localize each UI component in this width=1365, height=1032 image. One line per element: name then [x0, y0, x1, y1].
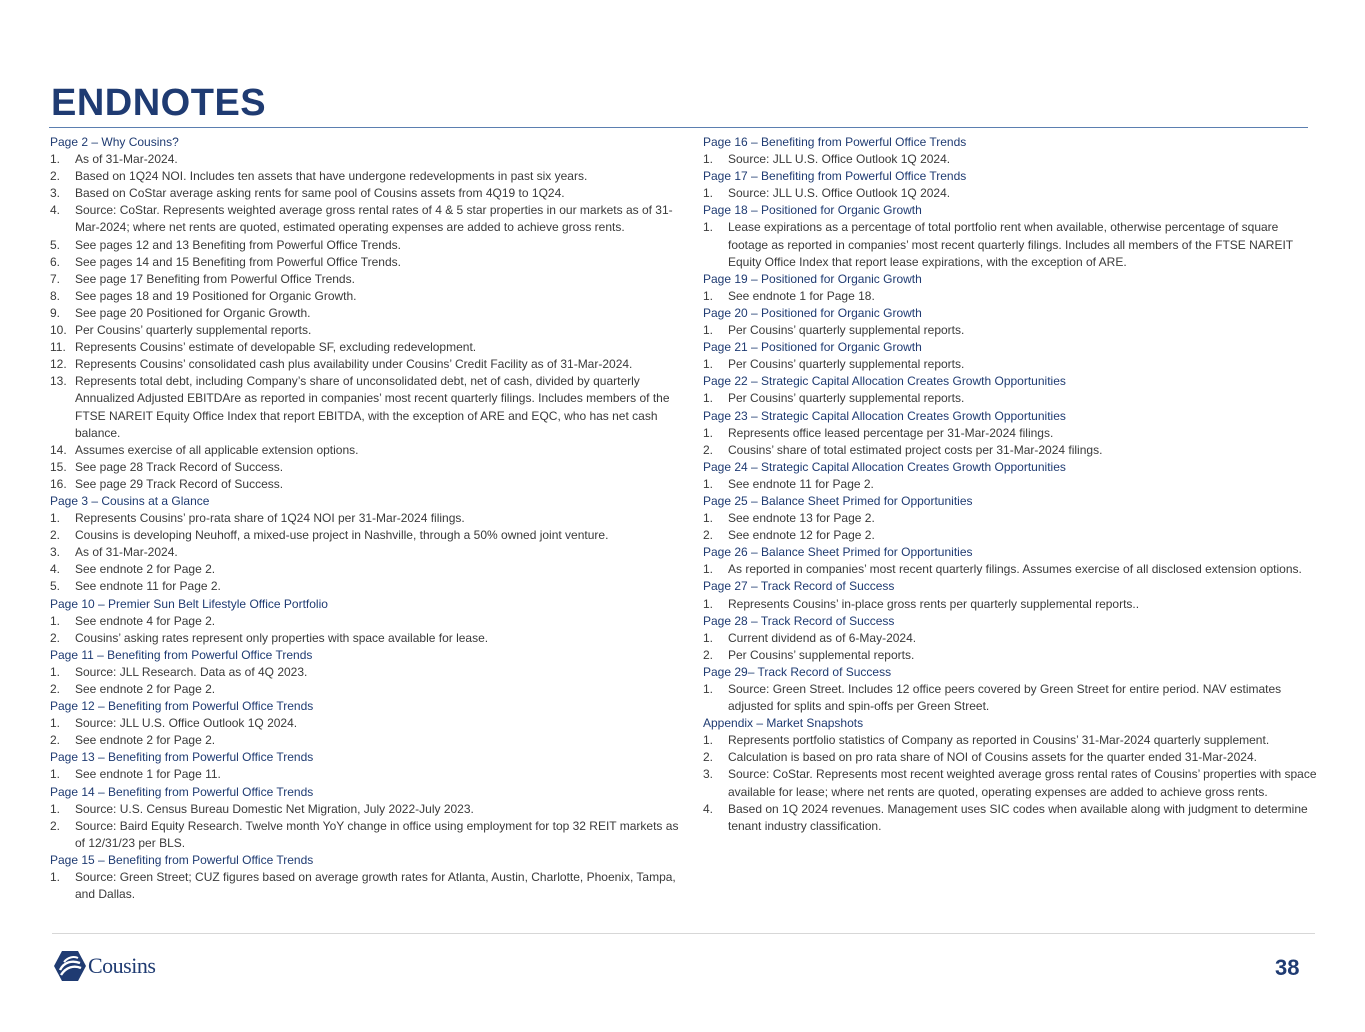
section-heading: Page 19 – Positioned for Organic Growth [703, 271, 922, 286]
endnote-number: 1. [50, 716, 61, 731]
endnote-text: Based on CoStar average asking rents for same pool of Cousins assets from 4Q19 to 1Q24. [75, 186, 565, 201]
endnote-section [703, 578, 1318, 612]
endnote-text: See endnote 4 for Page 2. [75, 613, 216, 628]
endnote-text: Assumes exercise of all applicable extension options. [75, 442, 359, 457]
endnote-number: 4. [50, 203, 61, 218]
cousins-logo-icon [53, 950, 87, 982]
endnote-list [50, 715, 685, 749]
section-heading: Page 29– Track Record of Success [703, 664, 892, 679]
endnote-item [50, 869, 685, 903]
endnote-text: Per Cousins’ quarterly supplemental reports. [75, 323, 312, 338]
endnote-item [50, 459, 685, 476]
endnote-item [703, 322, 1318, 339]
endnote-list [703, 356, 1318, 373]
endnote-number: 1. [703, 733, 714, 748]
endnote-text: As of 31-Mar-2024. [75, 545, 178, 560]
endnote-item [50, 613, 685, 630]
endnote-list [703, 322, 1318, 339]
endnote-number: 10. [50, 323, 67, 338]
endnote-number: 15. [50, 459, 67, 474]
endnote-list [703, 510, 1318, 544]
endnote-item [50, 237, 685, 254]
endnote-text: Represents Cousins’ pro-rata share of 1Q24 NOI per 31-Mar-2024 filings. [75, 511, 465, 526]
endnote-section [703, 544, 1318, 578]
endnote-section [703, 459, 1318, 493]
endnote-text: See endnote 2 for Page 2. [75, 733, 216, 748]
endnote-item [50, 305, 685, 322]
section-heading: Page 11 – Benefiting from Powerful Office Trends [50, 647, 313, 662]
endnote-item [703, 510, 1318, 527]
endnote-number: 1. [50, 870, 61, 885]
endnote-number: 1. [703, 596, 714, 611]
endnote-list [703, 561, 1318, 578]
endnote-number: 1. [703, 152, 714, 167]
endnote-section [703, 493, 1318, 544]
endnote-item [703, 390, 1318, 407]
endnote-item [50, 322, 685, 339]
endnotes-left-column [50, 134, 685, 903]
endnote-number: 2. [703, 647, 714, 662]
endnote-list [50, 801, 685, 852]
endnote-item [703, 219, 1318, 270]
section-heading: Page 16 – Benefiting from Powerful Office Trends [703, 135, 967, 149]
endnote-text: See endnote 11 for Page 2. [728, 476, 874, 491]
endnote-text: See endnote 1 for Page 11. [75, 767, 221, 782]
endnote-list [50, 151, 685, 493]
endnote-item [50, 202, 685, 236]
endnote-item [703, 596, 1318, 613]
endnote-item [50, 288, 685, 305]
endnote-number: 1. [703, 288, 714, 303]
endnote-number: 2. [703, 442, 714, 457]
endnote-text: Source: CoStar. Represents weighted average gross rental rates of 4 & 5 star properties in our markets as of 31-Mar-2024; where net rents are quoted, estimated operating expenses are added to achieve gross rents. [75, 203, 673, 235]
section-heading: Page 12 – Benefiting from Powerful Office Trends [50, 699, 314, 714]
endnote-item [703, 749, 1318, 766]
endnote-text: Current dividend as of 6-May-2024. [728, 630, 917, 645]
section-heading: Page 13 – Benefiting from Powerful Office Trends [50, 750, 314, 765]
endnote-number: 2. [50, 682, 61, 696]
section-heading: Page 15 – Benefiting from Powerful Office Trends [50, 852, 314, 867]
endnote-section [50, 698, 685, 749]
endnote-item [703, 425, 1318, 442]
endnote-text: Cousins’ asking rates represent only properties with space available for lease. [75, 630, 489, 645]
endnote-section [50, 134, 685, 493]
endnote-number: 1. [703, 425, 714, 440]
endnote-number: 5. [50, 579, 61, 594]
endnote-section [703, 373, 1318, 407]
endnote-section [50, 647, 685, 698]
endnote-number: 1. [703, 391, 714, 406]
endnote-list [703, 425, 1318, 459]
endnote-number: 1. [703, 323, 714, 338]
endnote-item [703, 476, 1318, 493]
section-heading: Page 25 – Balance Sheet Primed for Opportunities [703, 493, 973, 508]
endnote-text: See page 28 Track Record of Success. [75, 459, 284, 474]
section-heading: Page 14 – Benefiting from Powerful Office Trends [50, 784, 314, 799]
endnote-list [703, 288, 1318, 305]
endnote-section [50, 493, 685, 596]
endnote-number: 1. [703, 357, 714, 372]
section-heading: Page 23 – Strategic Capital Allocation Creates Growth Opportunities [703, 408, 1066, 423]
endnote-section [703, 271, 1318, 305]
endnote-number: 1. [50, 152, 61, 167]
endnote-text: Source: JLL Research. Data as of 4Q 2023. [75, 664, 308, 679]
endnote-section [50, 784, 685, 852]
endnote-item [703, 766, 1318, 800]
endnote-item [50, 578, 685, 595]
endnote-section [50, 852, 685, 903]
endnote-number: 6. [50, 254, 61, 269]
endnote-text: See page 29 Track Record of Success. [75, 476, 284, 491]
endnote-text: Represents Cousins’ consolidated cash plus availability under Cousins’ Credit Facility as of 31-Mar-2024. [75, 357, 633, 372]
endnote-number: 1. [50, 613, 61, 628]
endnote-number: 2. [50, 630, 61, 645]
endnote-text: Per Cousins’ quarterly supplemental reports. [728, 323, 965, 338]
endnote-text: See endnote 2 for Page 2. [75, 562, 216, 577]
section-heading: Page 24 – Strategic Capital Allocation Creates Growth Opportunities [703, 459, 1066, 474]
endnote-section [703, 715, 1318, 835]
section-heading: Page 2 – Why Cousins? [50, 135, 179, 149]
endnote-item [703, 185, 1318, 202]
endnote-number: 1. [703, 186, 714, 201]
endnote-section [703, 134, 1318, 168]
section-heading: Page 22 – Strategic Capital Allocation Creates Growth Opportunities [703, 374, 1066, 389]
title-divider [49, 127, 1308, 128]
endnote-item [50, 732, 685, 749]
endnote-item [703, 527, 1318, 544]
endnote-text: Per Cousins’ quarterly supplemental reports. [728, 357, 965, 372]
endnote-section [703, 202, 1318, 270]
endnote-number: 8. [50, 288, 61, 303]
section-heading: Appendix – Market Snapshots [703, 716, 864, 731]
endnote-item [50, 818, 685, 852]
endnote-list [703, 681, 1318, 715]
endnote-list [703, 390, 1318, 407]
endnote-list [50, 664, 685, 698]
endnote-number: 5. [50, 237, 61, 252]
endnote-text: Calculation is based on pro rata share of NOI of Cousins assets for the quarter ended 31-Mar-2024. [728, 750, 1257, 765]
endnote-number: 12. [50, 357, 67, 372]
endnote-text: See endnote 11 for Page 2. [75, 579, 221, 594]
endnote-number: 1. [703, 630, 714, 645]
endnote-list [50, 510, 685, 595]
endnote-text: See page 17 Benefiting from Powerful Office Trends. [75, 271, 355, 286]
section-heading: Page 20 – Positioned for Organic Growth [703, 305, 922, 320]
endnote-number: 4. [703, 801, 714, 816]
endnote-text: See pages 14 and 15 Benefiting from Powerful Office Trends. [75, 254, 401, 269]
endnote-number: 2. [50, 733, 61, 748]
endnote-number: 2. [50, 818, 61, 833]
endnote-section [703, 408, 1318, 459]
endnote-number: 2. [703, 750, 714, 765]
endnote-item [50, 766, 685, 783]
endnote-item [50, 356, 685, 373]
endnote-item [703, 561, 1318, 578]
endnote-text: See pages 18 and 19 Positioned for Organic Growth. [75, 288, 357, 303]
endnote-list [703, 596, 1318, 613]
endnote-text: See page 20 Positioned for Organic Growth. [75, 305, 311, 320]
endnote-item [703, 681, 1318, 715]
section-heading: Page 18 – Positioned for Organic Growth [703, 203, 922, 218]
endnote-text: See endnote 13 for Page 2. [728, 511, 875, 526]
endnote-item [703, 647, 1318, 664]
endnote-list [703, 151, 1318, 168]
endnote-item [50, 527, 685, 544]
endnote-number: 1. [703, 562, 714, 577]
endnote-text: Represents total debt, including Company’s share of unconsolidated debt, net of cash, divided by quarterly Annualized Adjusted EBITDAre as reported in companies’ most recent quarterly filings. Includes members of the FTSE NAREIT Equity Office Index that report EBITDA, with the exception of ARE and EQC, who has net cash balance. [75, 374, 670, 440]
endnote-number: 2. [703, 528, 714, 543]
endnote-item [50, 442, 685, 459]
endnote-text: Represents portfolio statistics of Company as reported in Cousins’ 31-Mar-2024 quarterly supplement. [728, 733, 1270, 748]
endnote-number: 13. [50, 374, 67, 389]
endnote-text: Source: Green Street; CUZ figures based on average growth rates for Atlanta, Austin, Charlotte, Phoenix, Tampa, and Dallas. [75, 870, 676, 902]
endnote-number: 4. [50, 562, 61, 577]
endnote-number: 1. [50, 664, 61, 679]
endnote-number: 3. [50, 186, 61, 201]
endnote-item [703, 442, 1318, 459]
endnote-text: Source: CoStar. Represents most recent weighted average gross rental rates of Cousins’ properties with space available for lease; where net rents are quoted, operating expenses are added to achieve gross rents. [728, 767, 1317, 799]
endnote-item [50, 544, 685, 561]
page-title: ENDNOTES [51, 82, 267, 124]
endnote-text: Source: U.S. Census Bureau Domestic Net Migration, July 2022-July 2023. [75, 801, 474, 816]
endnote-item [703, 732, 1318, 749]
section-heading: Page 21 – Positioned for Organic Growth [703, 340, 922, 355]
endnote-text: Source: JLL U.S. Office Outlook 1Q 2024. [75, 716, 298, 731]
endnote-number: 3. [703, 767, 714, 782]
section-heading: Page 26 – Balance Sheet Primed for Opportunities [703, 545, 973, 560]
endnote-text: Per Cousins’ supplemental reports. [728, 647, 915, 662]
endnote-text: Cousins’ share of total estimated project costs per 31-Mar-2024 filings. [728, 442, 1103, 457]
endnote-item [50, 681, 685, 698]
section-heading: Page 10 – Premier Sun Belt Lifestyle Office Portfolio [50, 596, 328, 611]
cousins-logo [53, 950, 155, 982]
endnote-list [50, 766, 685, 783]
endnote-text: See endnote 2 for Page 2. [75, 682, 216, 696]
endnote-number: 16. [50, 476, 67, 491]
endnote-item [50, 168, 685, 185]
section-heading: Page 17 – Benefiting from Powerful Office Trends [703, 169, 967, 184]
endnote-item [50, 151, 685, 168]
endnote-text: Source: Baird Equity Research. Twelve month YoY change in office using employment for top 32 REIT markets as of 12/31/23 per BLS. [75, 818, 679, 850]
endnote-item [50, 185, 685, 202]
endnote-text: Source: JLL U.S. Office Outlook 1Q 2024. [728, 152, 951, 167]
endnote-text: Source: Green Street. Includes 12 office peers covered by Green Street for entire period. NAV estimates adjusted for splits and spin-offs per Green Street. [728, 682, 1282, 714]
endnote-item [50, 271, 685, 288]
endnote-item [50, 339, 685, 356]
endnote-text: Based on 1Q 2024 revenues. Management uses SIC codes when available along with judgment to determine tenant industry classification. [728, 801, 1308, 833]
endnote-number: 9. [50, 305, 61, 320]
endnote-text: As of 31-Mar-2024. [75, 152, 178, 167]
endnote-number: 1. [703, 476, 714, 491]
footer-divider [52, 933, 1315, 934]
endnote-list [50, 869, 685, 903]
endnote-section [703, 305, 1318, 339]
endnote-list [703, 185, 1318, 202]
endnote-item [50, 664, 685, 681]
endnote-item [50, 630, 685, 647]
endnote-item [703, 151, 1318, 168]
endnote-section [703, 664, 1318, 715]
endnote-list [703, 732, 1318, 835]
endnote-section [50, 749, 685, 783]
endnote-list [703, 219, 1318, 270]
endnote-item [50, 373, 685, 441]
endnote-number: 1. [703, 511, 714, 526]
endnote-item [50, 561, 685, 578]
endnote-text: Represents Cousins’ in-place gross rents per quarterly supplemental reports.. [728, 596, 1140, 611]
endnote-item [50, 715, 685, 732]
endnote-number: 1. [50, 801, 61, 816]
endnote-text: Per Cousins’ quarterly supplemental reports. [728, 391, 965, 406]
endnote-item [703, 356, 1318, 373]
endnote-section [50, 596, 685, 647]
endnote-list [703, 476, 1318, 493]
endnote-number: 1. [703, 682, 714, 696]
endnote-item [703, 801, 1318, 835]
endnote-item [703, 630, 1318, 647]
endnote-text: Represents office leased percentage per 31-Mar-2024 filings. [728, 425, 1054, 440]
endnotes-right-column [703, 134, 1318, 835]
endnote-text: Lease expirations as a percentage of total portfolio rent when available, otherwise percentage of square footage as reported in companies’ most recent quarterly filings. Includes all members of the FTSE NAREIT Equity Office Index that report lease expirations, with the exception of ARE. [728, 220, 1293, 269]
endnote-number: 7. [50, 271, 61, 286]
endnote-number: 3. [50, 545, 61, 560]
endnote-item [50, 476, 685, 493]
endnote-list [50, 613, 685, 647]
endnote-number: 14. [50, 442, 67, 457]
endnote-text: Represents Cousins’ estimate of developable SF, excluding redevelopment. [75, 340, 477, 355]
endnote-item [50, 254, 685, 271]
endnote-text: See pages 12 and 13 Benefiting from Powerful Office Trends. [75, 237, 401, 252]
endnote-number: 2. [50, 528, 61, 543]
endnote-section [703, 613, 1318, 664]
endnote-text: See endnote 12 for Page 2. [728, 528, 875, 543]
endnote-section [703, 339, 1318, 373]
endnote-text: As reported in companies’ most recent quarterly filings. Assumes exercise of all disclosed extension options. [728, 562, 1302, 577]
endnote-text: See endnote 1 for Page 18. [728, 288, 875, 303]
endnote-item [50, 510, 685, 527]
section-heading: Page 27 – Track Record of Success [703, 579, 895, 594]
endnote-number: 1. [703, 220, 714, 235]
page-number: 38 [1275, 955, 1300, 980]
endnote-item [50, 801, 685, 818]
section-heading: Page 3 – Cousins at a Glance [50, 493, 210, 508]
endnote-list [703, 630, 1318, 664]
endnote-number: 11. [50, 340, 66, 355]
endnote-number: 2. [50, 169, 61, 184]
endnote-item [703, 288, 1318, 305]
endnote-section [703, 168, 1318, 202]
endnote-number: 1. [50, 767, 61, 782]
endnote-text: Cousins is developing Neuhoff, a mixed-use project in Nashville, through a 50% owned joint venture. [75, 528, 609, 543]
section-heading: Page 28 – Track Record of Success [703, 613, 895, 628]
cousins-logo-text: Cousins [88, 953, 156, 978]
endnote-number: 1. [50, 511, 61, 526]
endnote-text: Source: JLL U.S. Office Outlook 1Q 2024. [728, 186, 951, 201]
endnote-text: Based on 1Q24 NOI. Includes ten assets that have undergone redevelopments in past six years. [75, 169, 588, 184]
